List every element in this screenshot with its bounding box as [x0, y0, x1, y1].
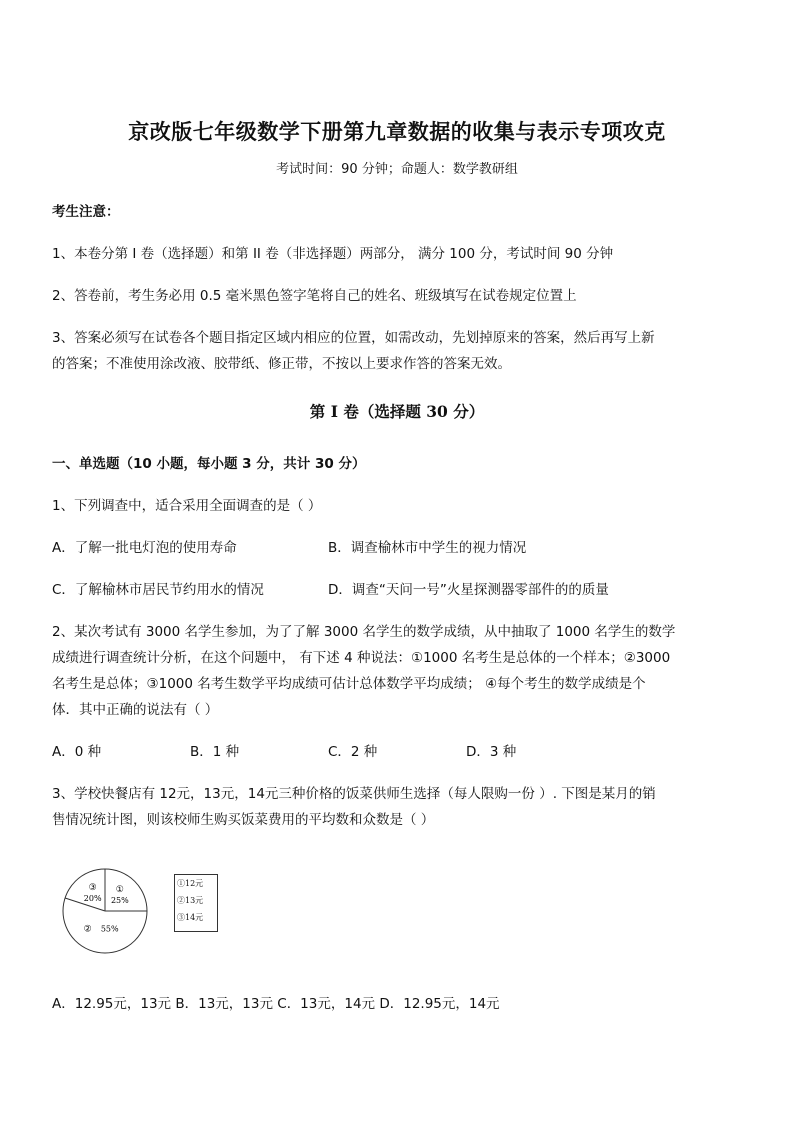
q1-option-a: A．了解一批电灯泡的使用寿命	[52, 540, 237, 556]
legend-item-2: ②13元	[177, 896, 204, 905]
q3-line-2: 售情况统计图，则该校师生购买饭菜费用的平均数和众数是（ ）	[52, 812, 435, 828]
q3-options: A．12.95元，13元 B．13元，13元 C．13元，14元 D．12.95元，14元	[52, 996, 500, 1012]
notice-item-1: 1、本卷分第 I 卷（选择题）和第 II 卷（非选择题）两部分， 满分 100 分，考试时间 90 分钟	[52, 246, 614, 262]
notice-item-3-cont: 的答案；不准使用涂改液、胶带纸、修正带，不按以上要求作答的答案无效。	[52, 356, 511, 372]
q2-line-1: 2、某次考试有 3000 名学生参加，为了了解 3000 名学生的数学成绩，从中抽取了 1000 名学生的数学	[52, 624, 676, 640]
pie-slice-label-3: ③	[88, 883, 97, 894]
q2-option-b: B．1 种	[190, 744, 240, 760]
exam-info: 考试时间：90 分钟；命题人：数学教研组	[276, 162, 518, 177]
q1-option-c: C．了解榆林市居民节约用水的情况	[52, 582, 264, 598]
part-heading: 一、单选题（10 小题，每小题 3 分，共计 30 分）	[52, 456, 366, 472]
q2-option-c: C．2 种	[328, 744, 378, 760]
q1-option-b: B．调查榆林市中学生的视力情况	[328, 540, 527, 556]
notice-item-2: 2、答卷前，考生务必用 0.5 毫米黑色签字笔将自己的姓名、班级填写在试卷规定位置上	[52, 288, 577, 304]
legend-item-1: ①12元	[177, 879, 204, 888]
section-heading: 第 I 卷（选择题 30 分）	[309, 402, 485, 421]
pie-slice-value-3: 20%	[83, 894, 102, 904]
pie-slice-value-2: 55%	[100, 924, 119, 934]
q1-stem: 1、下列调查中，适合采用全面调查的是（ ）	[52, 498, 322, 514]
legend-item-3: ③14元	[177, 913, 204, 922]
notice-item-3: 3、答案必须写在试卷各个题目指定区域内相应的位置，如需改动，先划掉原来的答案，然后再写上新	[52, 330, 655, 346]
q3-line-1: 3、学校快餐店有 12元，13元，14元三种价格的饭菜供师生选择（每人限购一份 ）. 下图是某月的销	[52, 786, 656, 802]
pie-slice-value-1: 25%	[110, 896, 129, 906]
notice-heading: 考生注意：	[52, 204, 120, 220]
q2-line-3: 名考生是总体；③1000 名考生数学平均成绩可估计总体数学平均成绩； ④每个考生的数学成绩是个	[52, 676, 646, 692]
pie-slice-label-1: ①	[115, 885, 124, 896]
page-title: 京改版七年级数学下册第九章数据的收集与表示专项攻克	[128, 119, 666, 144]
q2-line-2: 成绩进行调查统计分析，在这个问题中， 有下述 4 种说法：①1000 名考生是总体的一个样本；②3000	[52, 650, 671, 666]
q2-option-d: D．3 种	[466, 744, 517, 760]
q1-option-d: D．调查“天问一号”火星探测器零部件的的质量	[328, 582, 609, 598]
pie-legend	[174, 874, 218, 932]
q2-option-a: A．0 种	[52, 744, 102, 760]
pie-slice-label-2: ②	[83, 924, 92, 935]
q2-line-4: 体．其中正确的说法有（ ）	[52, 702, 219, 718]
